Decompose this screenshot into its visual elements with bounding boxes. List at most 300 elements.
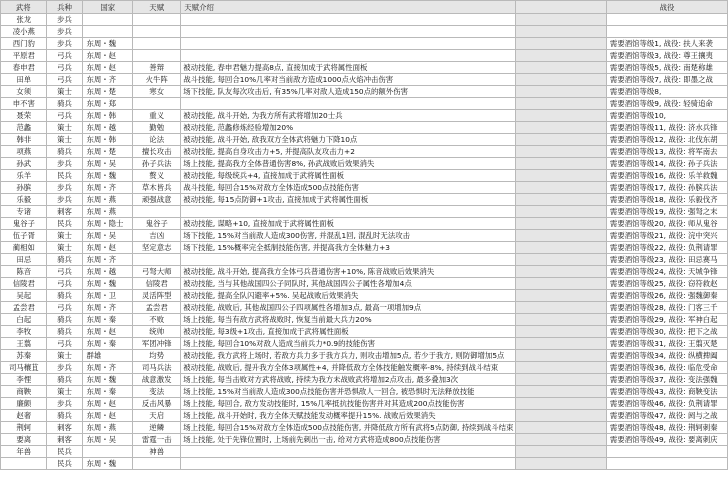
cell-blank[interactable] <box>516 86 606 98</box>
cell-troop-type[interactable]: 策士 <box>46 134 83 146</box>
cell-blank[interactable] <box>516 26 606 38</box>
header-cell-hero[interactable]: 武将 <box>1 1 47 14</box>
cell-hero[interactable]: 蔺相如 <box>1 242 47 254</box>
cell-country[interactable]: 东周・越 <box>83 122 133 134</box>
cell-troop-type[interactable]: 骑兵 <box>46 254 83 266</box>
cell-hero[interactable]: 李悝 <box>1 374 47 386</box>
cell-country[interactable]: 东周・越 <box>83 266 133 278</box>
cell-troop-type[interactable]: 刺客 <box>46 434 83 446</box>
cell-talent[interactable] <box>133 50 181 62</box>
table-row <box>1 206 728 218</box>
table-row <box>1 74 728 86</box>
cell-talent-intro[interactable] <box>181 446 516 458</box>
cell-blank[interactable] <box>516 266 606 278</box>
cell-hero[interactable]: 白起 <box>1 314 47 326</box>
cell-troop-type[interactable]: 骑兵 <box>46 146 83 158</box>
cell-talent-intro[interactable]: 被动技能, 当与其他战国四公子同队时, 其他战国四公子属性各增加4点 <box>181 278 516 290</box>
table-row <box>1 446 728 458</box>
cell-hero[interactable]: 要离 <box>1 434 47 446</box>
table-row <box>1 338 728 350</box>
cell-hero[interactable]: 平原君 <box>1 50 47 62</box>
table-row <box>1 158 728 170</box>
cell-talent-intro[interactable]: 被动技能, 战斗开始, 敌我双方全体武将魅力下降10点 <box>181 134 516 146</box>
cell-talent[interactable]: 善辩 <box>133 62 181 74</box>
cell-blank[interactable] <box>516 398 606 410</box>
cell-campaign[interactable]: 需要酒馆等级23, 战役: 田忌赛马 <box>606 254 727 266</box>
cell-hero[interactable]: 王翦 <box>1 338 47 350</box>
cell-campaign[interactable]: 需要酒馆等级37, 战役: 变法强魏 <box>606 374 727 386</box>
cell-blank[interactable] <box>516 326 606 338</box>
cell-troop-type[interactable]: 骑兵 <box>46 410 83 422</box>
cell-hero[interactable]: 李牧 <box>1 326 47 338</box>
cell-hero[interactable]: 乐毅 <box>1 194 47 206</box>
cell-hero[interactable]: 范蠡 <box>1 122 47 134</box>
cell-talent-intro[interactable] <box>181 458 516 470</box>
cell-blank[interactable] <box>516 50 606 62</box>
cell-talent-intro[interactable]: 被动技能, 范蠡修炼经验增加20% <box>181 122 516 134</box>
cell-talent[interactable]: 孟尝君 <box>133 302 181 314</box>
cell-talent[interactable]: 神兽 <box>133 446 181 458</box>
cell-talent[interactable]: 反击风暴 <box>133 398 181 410</box>
cell-country[interactable]: 东周・秦 <box>83 314 133 326</box>
cell-talent[interactable]: 重义 <box>133 110 181 122</box>
cell-talent[interactable]: 信陵君 <box>133 278 181 290</box>
cell-campaign[interactable]: 需要酒馆等级7, 战役: 即墨之战 <box>606 74 727 86</box>
cell-talent[interactable]: 赘义 <box>133 170 181 182</box>
cell-blank[interactable] <box>516 134 606 146</box>
cell-country[interactable]: 东周・韩 <box>83 110 133 122</box>
cell-talent-intro[interactable]: 场上技能, 提高我方全体普通伤害8%, 孙武战败后效果消失 <box>181 158 516 170</box>
cell-troop-type[interactable]: 策士 <box>46 122 83 134</box>
cell-campaign[interactable]: 需要酒馆等级30, 战役: 把下之战 <box>606 326 727 338</box>
cell-country[interactable]: 东周・齐 <box>83 74 133 86</box>
cell-campaign[interactable]: 需要酒馆等级28, 战役: 门客三千 <box>606 302 727 314</box>
cell-campaign[interactable]: 需要酒馆等级17, 战役: 孙膑兵法 <box>606 182 727 194</box>
table-row <box>1 290 728 302</box>
cell-campaign[interactable]: 需要酒馆等级16, 战役: 乐羊救魏 <box>606 170 727 182</box>
cell-hero[interactable]: 张龙 <box>1 14 47 26</box>
cell-hero[interactable]: 田单 <box>1 74 47 86</box>
cell-troop-type[interactable]: 民兵 <box>46 170 83 182</box>
cell-troop-type[interactable]: 骑兵 <box>46 326 83 338</box>
cell-campaign[interactable] <box>606 14 727 26</box>
table-row <box>1 314 728 326</box>
cell-troop-type[interactable]: 步兵 <box>46 26 83 38</box>
cell-troop-type[interactable]: 策士 <box>46 242 83 254</box>
cell-hero[interactable]: 司马穰苴 <box>1 362 47 374</box>
cell-hero[interactable]: 孙膑 <box>1 182 47 194</box>
cell-talent-intro[interactable]: 被动技能, 我方武将上场时, 若敌方兵力多于我方兵力, 则攻击增加5点, 若少于我方, 则防御增加5点 <box>181 350 516 362</box>
cell-talent-intro[interactable]: 被动技能, 战斗开始, 提高我方全体弓兵普通伤害+10%, 陈音战败后效果消失 <box>181 266 516 278</box>
cell-troop-type[interactable]: 弓兵 <box>46 74 83 86</box>
cell-troop-type[interactable]: 弓兵 <box>46 62 83 74</box>
cell-blank[interactable] <box>516 218 606 230</box>
cell-talent[interactable]: 弓弩大师 <box>133 266 181 278</box>
cell-talent[interactable]: 灵活阵型 <box>133 290 181 302</box>
cell-troop-type[interactable]: 步兵 <box>46 362 83 374</box>
cell-troop-type[interactable]: 民兵 <box>46 446 83 458</box>
cell-talent[interactable]: 军团冲锋 <box>133 338 181 350</box>
cell-country[interactable]: 东周・齐 <box>83 182 133 194</box>
cell-talent[interactable]: 逆鳞 <box>133 422 181 434</box>
cell-hero[interactable]: 伍子胥 <box>1 230 47 242</box>
cell-blank[interactable] <box>516 242 606 254</box>
cell-talent[interactable]: 均势 <box>133 350 181 362</box>
cell-blank[interactable] <box>516 110 606 122</box>
cell-campaign[interactable]: 需要酒馆等级3, 战役: 尊王攘夷 <box>606 50 727 62</box>
cell-campaign[interactable]: 需要酒馆等级49, 战役: 要离刺庆 <box>606 434 727 446</box>
cell-blank[interactable] <box>516 458 606 470</box>
cell-talent-intro[interactable]: 场下技能, 队友每次攻击后, 有35%几率对敌人造成150点的额外伤害 <box>181 86 516 98</box>
cell-country[interactable]: 东周・赵 <box>83 242 133 254</box>
cell-country[interactable]: 东周・魏 <box>83 374 133 386</box>
cell-campaign[interactable]: 需要酒馆等级18, 战役: 乐毅伐齐 <box>606 194 727 206</box>
cell-country[interactable]: 群雄 <box>83 350 133 362</box>
cell-talent-intro[interactable] <box>181 14 516 26</box>
cell-talent[interactable]: 不败 <box>133 314 181 326</box>
cell-campaign[interactable] <box>606 26 727 38</box>
header-cell-blank[interactable] <box>516 1 606 14</box>
cell-country[interactable]: 东周・楚 <box>83 86 133 98</box>
cell-blank[interactable] <box>516 170 606 182</box>
cell-blank[interactable] <box>516 182 606 194</box>
cell-troop-type[interactable]: 步兵 <box>46 398 83 410</box>
cell-blank[interactable] <box>516 98 606 110</box>
cell-country[interactable]: 东周・赵 <box>83 410 133 422</box>
cell-country[interactable]: 东周・燕 <box>83 422 133 434</box>
cell-talent-intro[interactable]: 场上技能, 每当击败对方武将战败, 持续为我方未战败武将增加2点攻击, 最多叠加3次 <box>181 374 516 386</box>
cell-talent-intro[interactable] <box>181 254 516 266</box>
cell-talent[interactable]: 擅长攻击 <box>133 146 181 158</box>
cell-blank[interactable] <box>516 350 606 362</box>
cell-campaign[interactable]: 需要酒馆等级19, 战役: 强弩之末 <box>606 206 727 218</box>
cell-country[interactable]: 东周・吴 <box>83 158 133 170</box>
cell-hero[interactable]: 申不害 <box>1 98 47 110</box>
cell-talent-intro[interactable] <box>181 38 516 50</box>
cell-hero[interactable]: 苏秦 <box>1 350 47 362</box>
table-row <box>1 278 728 290</box>
header-cell-campaign[interactable]: 战役 <box>606 1 727 14</box>
cell-talent[interactable] <box>133 38 181 50</box>
cell-hero[interactable]: 凌小燕 <box>1 26 47 38</box>
table-body <box>1 14 728 470</box>
cell-talent[interactable]: 论法 <box>133 134 181 146</box>
cell-blank[interactable] <box>516 386 606 398</box>
cell-talent[interactable]: 司马兵法 <box>133 362 181 374</box>
cell-hero[interactable]: 吴起 <box>1 290 47 302</box>
cell-troop-type[interactable]: 弓兵 <box>46 110 83 122</box>
cell-hero[interactable]: 廉颇 <box>1 398 47 410</box>
cell-campaign[interactable]: 需要酒馆等级46, 战役: 负荆请罪 <box>606 398 727 410</box>
cell-blank[interactable] <box>516 122 606 134</box>
cell-talent[interactable]: 吉凶 <box>133 230 181 242</box>
cell-campaign[interactable]: 需要酒馆等级20, 战役: 师从鬼谷 <box>606 218 727 230</box>
cell-troop-type[interactable]: 步兵 <box>46 182 83 194</box>
cell-hero[interactable]: 孙武 <box>1 158 47 170</box>
cell-hero[interactable]: 春申君 <box>1 62 47 74</box>
cell-troop-type[interactable]: 弓兵 <box>46 338 83 350</box>
cell-hero[interactable]: 年兽 <box>1 446 47 458</box>
cell-talent[interactable]: 坚定意志 <box>133 242 181 254</box>
cell-campaign[interactable]: 需要酒馆等级13, 战役: 将军南去 <box>606 146 727 158</box>
cell-campaign[interactable]: 需要酒馆等级22, 战役: 负荆请罪 <box>606 242 727 254</box>
cell-blank[interactable] <box>516 254 606 266</box>
cell-talent[interactable]: 雷霆一击 <box>133 434 181 446</box>
cell-hero[interactable]: 乐羊 <box>1 170 47 182</box>
cell-talent[interactable]: 战意激发 <box>133 374 181 386</box>
cell-troop-type[interactable]: 弓兵 <box>46 50 83 62</box>
cell-country[interactable]: 东周・吴 <box>83 230 133 242</box>
cell-troop-type[interactable]: 骑兵 <box>46 314 83 326</box>
cell-country[interactable]: 东周・赵 <box>83 62 133 74</box>
cell-country[interactable]: 东周・吴 <box>83 434 133 446</box>
cell-troop-type[interactable]: 刺客 <box>46 206 83 218</box>
cell-campaign[interactable]: 需要酒馆等级21, 战役: 浣中突兴 <box>606 230 727 242</box>
cell-campaign[interactable]: 需要酒馆等级24, 战役: 天城争锋 <box>606 266 727 278</box>
cell-country[interactable]: 东周・燕 <box>83 206 133 218</box>
cell-campaign[interactable]: 需要酒馆等级34, 战役: 纵横捭阖 <box>606 350 727 362</box>
cell-talent[interactable]: 孙子兵法 <box>133 158 181 170</box>
cell-blank[interactable] <box>516 446 606 458</box>
cell-troop-type[interactable]: 骑兵 <box>46 98 83 110</box>
cell-talent-intro[interactable] <box>181 206 516 218</box>
header-cell-talent[interactable]: 天赋 <box>133 1 181 14</box>
cell-troop-type[interactable]: 策士 <box>46 386 83 398</box>
cell-troop-type[interactable]: 弓兵 <box>46 302 83 314</box>
cell-hero[interactable]: 项燕 <box>1 146 47 158</box>
cell-country[interactable]: 东周・秦 <box>83 386 133 398</box>
cell-talent-intro[interactable]: 被动技能, 提高自身攻击力+5, 并提高队友攻击力+2 <box>181 146 516 158</box>
cell-blank[interactable] <box>516 434 606 446</box>
table-row <box>1 26 728 38</box>
cell-talent[interactable]: 变法 <box>133 386 181 398</box>
cell-talent-intro[interactable]: 场上技能, 处于先锋位置时, 上场前先刺出一击, 给对方武将造成800点技能伤害 <box>181 434 516 446</box>
cell-country[interactable]: 东周・赵 <box>83 398 133 410</box>
cell-blank[interactable] <box>516 194 606 206</box>
cell-troop-type[interactable]: 步兵 <box>46 14 83 26</box>
cell-talent-intro[interactable]: 被动技能, 战斗开始, 为我方所有武将增加20士兵 <box>181 110 516 122</box>
cell-talent-intro[interactable] <box>181 98 516 110</box>
cell-campaign[interactable]: 需要酒馆等级14, 战役: 孙子兵法 <box>606 158 727 170</box>
cell-talent[interactable]: 勤勉 <box>133 122 181 134</box>
cell-troop-type[interactable]: 刺客 <box>46 422 83 434</box>
cell-blank[interactable] <box>516 278 606 290</box>
cell-blank[interactable] <box>516 38 606 50</box>
cell-talent-intro[interactable] <box>181 26 516 38</box>
cell-troop-type[interactable]: 步兵 <box>46 158 83 170</box>
table-row <box>1 254 728 266</box>
cell-troop-type[interactable]: 弓兵 <box>46 278 83 290</box>
cell-blank[interactable] <box>516 302 606 314</box>
table-row <box>1 14 728 26</box>
table-row <box>1 38 728 50</box>
cell-country[interactable]: 东周・赵 <box>83 326 133 338</box>
cell-blank[interactable] <box>516 230 606 242</box>
cell-blank[interactable] <box>516 62 606 74</box>
cell-talent-intro[interactable]: 被动技能, 每级统兵+4, 直接加成于武将属性面板 <box>181 170 516 182</box>
cell-country[interactable]: 东周・魏 <box>83 278 133 290</box>
cell-campaign[interactable]: 需要酒馆等级8, <box>606 86 727 98</box>
cell-blank[interactable] <box>516 158 606 170</box>
cell-talent-intro[interactable]: 被动技能, 每15点防御+1攻击, 直接加成于武将属性面板 <box>181 194 516 206</box>
cell-talent-intro[interactable]: 场上技能, 每当有敌方武将战败时, 恢复当前最大兵力20% <box>181 314 516 326</box>
cell-country[interactable]: 东周・卫 <box>83 290 133 302</box>
cell-country[interactable]: 东周・魏 <box>83 38 133 50</box>
cell-blank[interactable] <box>516 314 606 326</box>
cell-blank[interactable] <box>516 338 606 350</box>
cell-campaign[interactable]: 需要酒馆等级43, 战役: 商鞅变法 <box>606 386 727 398</box>
cell-troop-type[interactable]: 民兵 <box>46 218 83 230</box>
cell-country[interactable]: 东周・齐 <box>83 254 133 266</box>
cell-hero[interactable]: 赵奢 <box>1 410 47 422</box>
cell-hero[interactable]: 田忌 <box>1 254 47 266</box>
cell-blank[interactable] <box>516 422 606 434</box>
cell-country[interactable] <box>83 446 133 458</box>
table-row <box>1 146 728 158</box>
cell-country[interactable]: 东周・燕 <box>83 194 133 206</box>
cell-blank[interactable] <box>516 290 606 302</box>
cell-hero[interactable]: 韩非 <box>1 134 47 146</box>
cell-talent-intro[interactable]: 战斗技能, 每回合15%对敌方全体造成500点技能伤害 <box>181 182 516 194</box>
cell-talent-intro[interactable]: 场下技能, 15%概率完全抵制技能伤害, 并提高我方全体魅力+3 <box>181 242 516 254</box>
cell-blank[interactable] <box>516 410 606 422</box>
cell-hero[interactable]: 信陵君 <box>1 278 47 290</box>
table-row <box>1 62 728 74</box>
cell-talent-intro[interactable]: 场下技能, 15%对当前敌人造成300伤害, 并混乱1回, 混乱时无法攻击 <box>181 230 516 242</box>
cell-campaign[interactable] <box>606 458 727 470</box>
cell-talent[interactable]: 统帅 <box>133 326 181 338</box>
cell-blank[interactable] <box>516 374 606 386</box>
cell-campaign[interactable]: 需要酒馆等级10, <box>606 110 727 122</box>
cell-troop-type[interactable]: 民兵 <box>46 458 83 470</box>
cell-hero[interactable]: 女须 <box>1 86 47 98</box>
cell-talent-intro[interactable]: 场上技能, 每回合, 敌方发动技能时, 15%几率抵抗技能伤害并对其造成200点技能伤害 <box>181 398 516 410</box>
cell-campaign[interactable] <box>606 446 727 458</box>
cell-country[interactable]: 东周・赵 <box>83 50 133 62</box>
cell-hero[interactable]: 专诸 <box>1 206 47 218</box>
cell-country[interactable]: 东周・韩 <box>83 134 133 146</box>
cell-troop-type[interactable]: 步兵 <box>46 194 83 206</box>
cell-blank[interactable] <box>516 146 606 158</box>
cell-hero[interactable]: 陈音 <box>1 266 47 278</box>
cell-country[interactable] <box>83 26 133 38</box>
cell-troop-type[interactable]: 骑兵 <box>46 290 83 302</box>
cell-hero[interactable]: 孟尝君 <box>1 302 47 314</box>
cell-campaign[interactable]: 需要酒馆等级26, 战役: 强魏御秦 <box>606 290 727 302</box>
cell-hero[interactable]: 荆轲 <box>1 422 47 434</box>
cell-talent[interactable]: 草木皆兵 <box>133 182 181 194</box>
cell-talent[interactable]: 天启 <box>133 410 181 422</box>
table-row <box>1 398 728 410</box>
header-cell-talent-intro[interactable]: 天赋介绍 <box>181 1 516 14</box>
cell-campaign[interactable]: 需要酒馆等级5, 战役: 南楚称雄 <box>606 62 727 74</box>
cell-country[interactable] <box>83 14 133 26</box>
cell-campaign[interactable]: 需要酒馆等级29, 战役: 军神白起 <box>606 314 727 326</box>
cell-country[interactable]: 东周・郑 <box>83 98 133 110</box>
cell-country[interactable]: 东周・魏 <box>83 458 133 470</box>
cell-troop-type[interactable]: 策士 <box>46 86 83 98</box>
cell-campaign[interactable]: 需要酒馆等级48, 战役: 荆轲刺秦 <box>606 422 727 434</box>
cell-talent[interactable]: 寒女 <box>133 86 181 98</box>
cell-talent-intro[interactable]: 战斗技能, 每回合10%几率对当前敌方造成1000点火焰冲击伤害 <box>181 74 516 86</box>
table-row <box>1 242 728 254</box>
cell-country[interactable]: 东周・秦 <box>83 338 133 350</box>
cell-talent[interactable] <box>133 26 181 38</box>
cell-talent-intro[interactable]: 被动技能, 战败后, 其他战国四公子四项属性各增加3点, 最高一项增加9点 <box>181 302 516 314</box>
cell-blank[interactable] <box>516 14 606 26</box>
cell-talent-intro[interactable]: 场上技能, 每回合15%对敌方全体造成500点技能伤害, 并降低敌方所有武将5点防御, 持续到战斗结束 <box>181 422 516 434</box>
cell-blank[interactable] <box>516 362 606 374</box>
table-row <box>1 302 728 314</box>
cell-campaign[interactable]: 需要酒馆等级1, 战役: 扶人来袭 <box>606 38 727 50</box>
cell-talent-intro[interactable]: 场上技能, 战斗开始时, 我方全体天赋技能发动概率提升15%. 战败后效果消失 <box>181 410 516 422</box>
cell-talent[interactable] <box>133 14 181 26</box>
cell-talent-intro[interactable] <box>181 50 516 62</box>
cell-talent-intro[interactable]: 被动技能, 谋略+10, 直接加成于武将属性面板 <box>181 218 516 230</box>
table-row <box>1 350 728 362</box>
table-row <box>1 182 728 194</box>
cell-campaign[interactable]: 需要酒馆等级11, 战役: 济水兵锋 <box>606 122 727 134</box>
cell-troop-type[interactable]: 弓兵 <box>46 266 83 278</box>
cell-campaign[interactable]: 需要酒馆等级25, 战役: 窃符救赵 <box>606 278 727 290</box>
cell-talent[interactable]: 鬼谷子 <box>133 218 181 230</box>
header-cell-country[interactable]: 国家 <box>83 1 133 14</box>
cell-talent[interactable] <box>133 458 181 470</box>
cell-hero[interactable]: 西门豹 <box>1 38 47 50</box>
cell-campaign[interactable]: 需要酒馆等级31, 战役: 王翦灭楚 <box>606 338 727 350</box>
table-row <box>1 50 728 62</box>
cell-talent[interactable]: 顽强战意 <box>133 194 181 206</box>
table-row <box>1 98 728 110</box>
table-row <box>1 434 728 446</box>
table-row <box>1 362 728 374</box>
cell-troop-type[interactable]: 骑兵 <box>46 374 83 386</box>
cell-hero[interactable]: 鬼谷子 <box>1 218 47 230</box>
cell-blank[interactable] <box>516 74 606 86</box>
cell-talent-intro[interactable]: 被动技能, 每3级+1攻击, 直接加成于武将属性面板 <box>181 326 516 338</box>
cell-troop-type[interactable]: 步兵 <box>46 38 83 50</box>
cell-hero[interactable]: 聂荣 <box>1 110 47 122</box>
cell-campaign[interactable]: 需要酒馆等级47, 战役: 阏与之战 <box>606 410 727 422</box>
cell-country[interactable]: 东周・魏 <box>83 170 133 182</box>
cell-hero[interactable]: 商鞅 <box>1 386 47 398</box>
cell-talent-intro[interactable]: 被动技能, 春申君魅力提高8点, 直接加成于武将属性面板 <box>181 62 516 74</box>
table-row <box>1 410 728 422</box>
cell-campaign[interactable]: 需要酒馆等级12, 战役: 北伐东胡 <box>606 134 727 146</box>
cell-troop-type[interactable]: 策士 <box>46 350 83 362</box>
cell-country[interactable]: 东周・楚 <box>83 146 133 158</box>
table-row <box>1 218 728 230</box>
cell-troop-type[interactable]: 策士 <box>46 230 83 242</box>
cell-talent[interactable] <box>133 206 181 218</box>
cell-blank[interactable] <box>516 206 606 218</box>
cell-talent[interactable] <box>133 254 181 266</box>
cell-talent[interactable] <box>133 98 181 110</box>
table-row <box>1 122 728 134</box>
cell-campaign[interactable]: 需要酒馆等级36, 战役: 临危受命 <box>606 362 727 374</box>
cell-talent-intro[interactable]: 场上技能, 15%对当前敌人造成300点技能伤害并恐惧敌人一回合, 被恐惧时无法释放技能 <box>181 386 516 398</box>
cell-country[interactable]: 东周・齐 <box>83 302 133 314</box>
cell-talent[interactable]: 火牛阵 <box>133 74 181 86</box>
cell-hero[interactable] <box>1 458 47 470</box>
cell-country[interactable]: 东周・隐士 <box>83 218 133 230</box>
cell-talent-intro[interactable]: 场上技能, 每回合10%对敌人造成当前兵力*0.9的技能伤害 <box>181 338 516 350</box>
cell-talent-intro[interactable]: 被动技能, 提高全队闪避率+5%. 吴起战败后效果消失 <box>181 290 516 302</box>
header-cell-troop-type[interactable]: 兵种 <box>46 1 83 14</box>
cell-talent-intro[interactable]: 被动技能, 战败后, 提升我方全体3项属性+4, 并降低敌方全体技能触发概率-8%, 持续到战斗结束 <box>181 362 516 374</box>
cell-country[interactable]: 东周・齐 <box>83 362 133 374</box>
cell-campaign[interactable]: 需要酒馆等级9, 战役: 轻骑追命 <box>606 98 727 110</box>
